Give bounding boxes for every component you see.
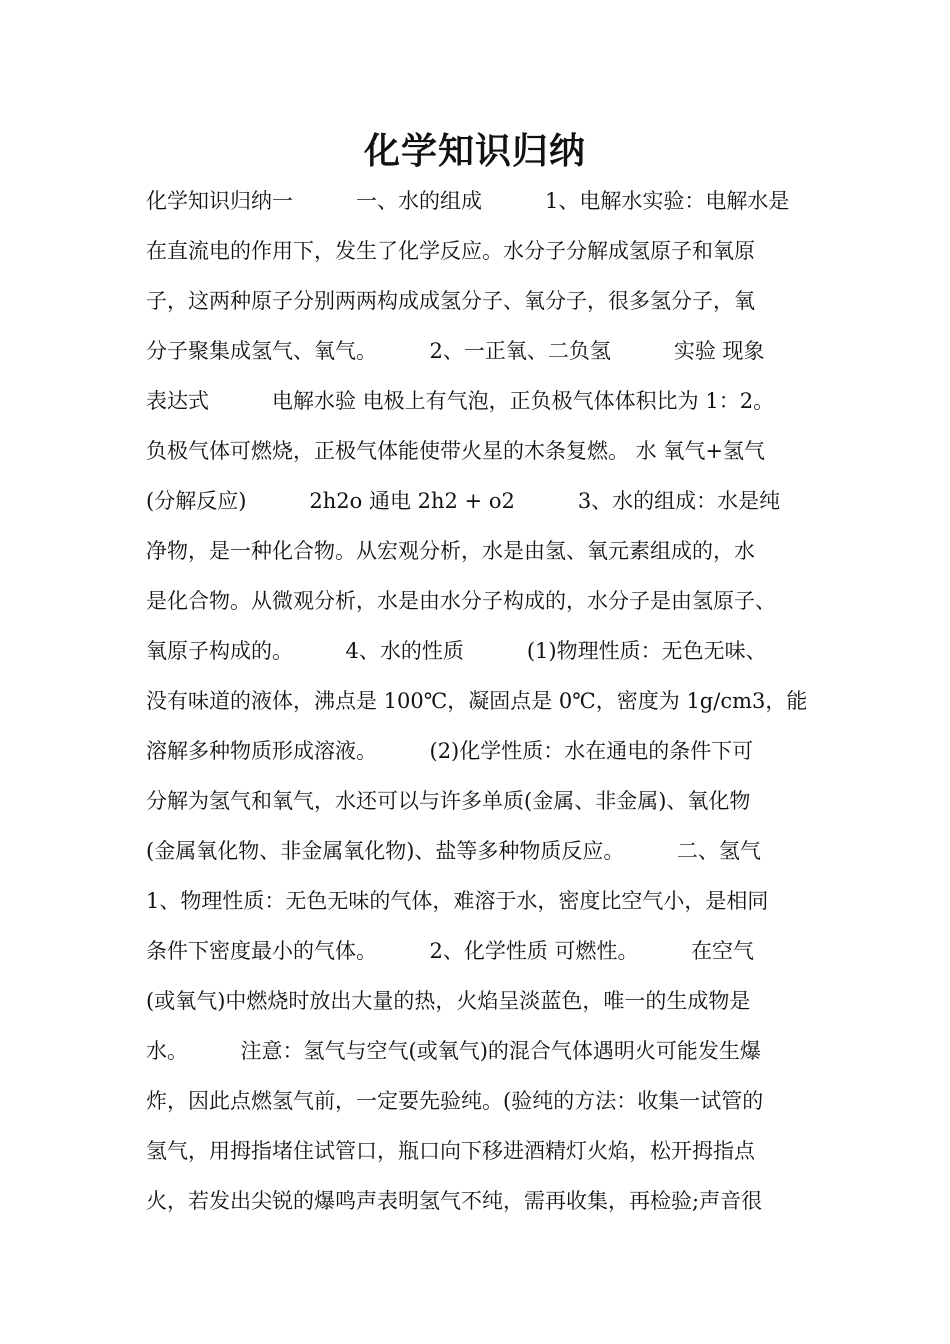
body-line: (分解反应) 2h2o 通电 2h2 + o2 3、水的组成：水是纯: [146, 489, 781, 513]
body-line: 氧原子构成的。 4、水的性质 (1)物理性质：无色无味、: [146, 639, 767, 663]
body-line: 分解为氢气和氧气，水还可以与许多单质(金属、非金属)、氧化物: [146, 789, 751, 813]
body-line: 没有味道的液体，沸点是 100℃，凝固点是 0℃，密度为 1g/cm3，能: [146, 689, 808, 713]
body-line: 1、物理性质：无色无味的气体，难溶于水，密度比空气小，是相同: [146, 889, 769, 913]
body-line: 在直流电的作用下，发生了化学反应。水分子分解成氢原子和氧原: [146, 239, 755, 263]
body-line: 化学知识归纳一 一、水的组成 1、电解水实验：电解水是: [146, 189, 790, 213]
body-line: 子，这两种原子分别两两构成成氢分子、氧分子，很多氢分子，氧: [146, 289, 755, 313]
body-line: 是化合物。从微观分析，水是由水分子构成的，水分子是由氢原子、: [146, 589, 776, 613]
body-line: 负极气体可燃烧，正极气体能使带火星的木条复燃。 水 氧气+氢气: [146, 439, 765, 463]
body-line: 条件下密度最小的气体。 2、化学性质 可燃性。 在空气: [146, 939, 755, 963]
body-line: 表达式 电解水验 电极上有气泡，正负极气体体积比为 1：2。: [146, 389, 775, 413]
document-title: 化学知识归纳: [363, 131, 586, 172]
body-line: 氢气，用拇指堵住试管口，瓶口向下移进酒精灯火焰，松开拇指点: [146, 1139, 755, 1163]
body-line: 炸，因此点燃氢气前，一定要先验纯。(验纯的方法：收集一试管的: [146, 1089, 764, 1113]
body-line: 水。 注意：氢气与空气(或氧气)的混合气体遇明火可能发生爆: [146, 1039, 761, 1063]
body-line: 净物，是一种化合物。从宏观分析，水是由氢、氧元素组成的，水: [146, 539, 755, 563]
document-body: [146, 176, 826, 1226]
body-line: 火，若发出尖锐的爆鸣声表明氢气不纯，需再收集，再检验;声音很: [146, 1189, 763, 1213]
body-line: 溶解多种物质形成溶液。 (2)化学性质：水在通电的条件下可: [146, 739, 754, 763]
body-line: 分子聚集成氢气、氧气。 2、一正氧、二负氢 实验 现象: [146, 339, 765, 363]
body-line: (金属氧化物、非金属氧化物)、盐等多种物质反应。 二、氢气: [146, 839, 761, 863]
body-line: (或氧气)中燃烧时放出大量的热，火焰呈淡蓝色，唯一的生成物是: [146, 989, 751, 1013]
